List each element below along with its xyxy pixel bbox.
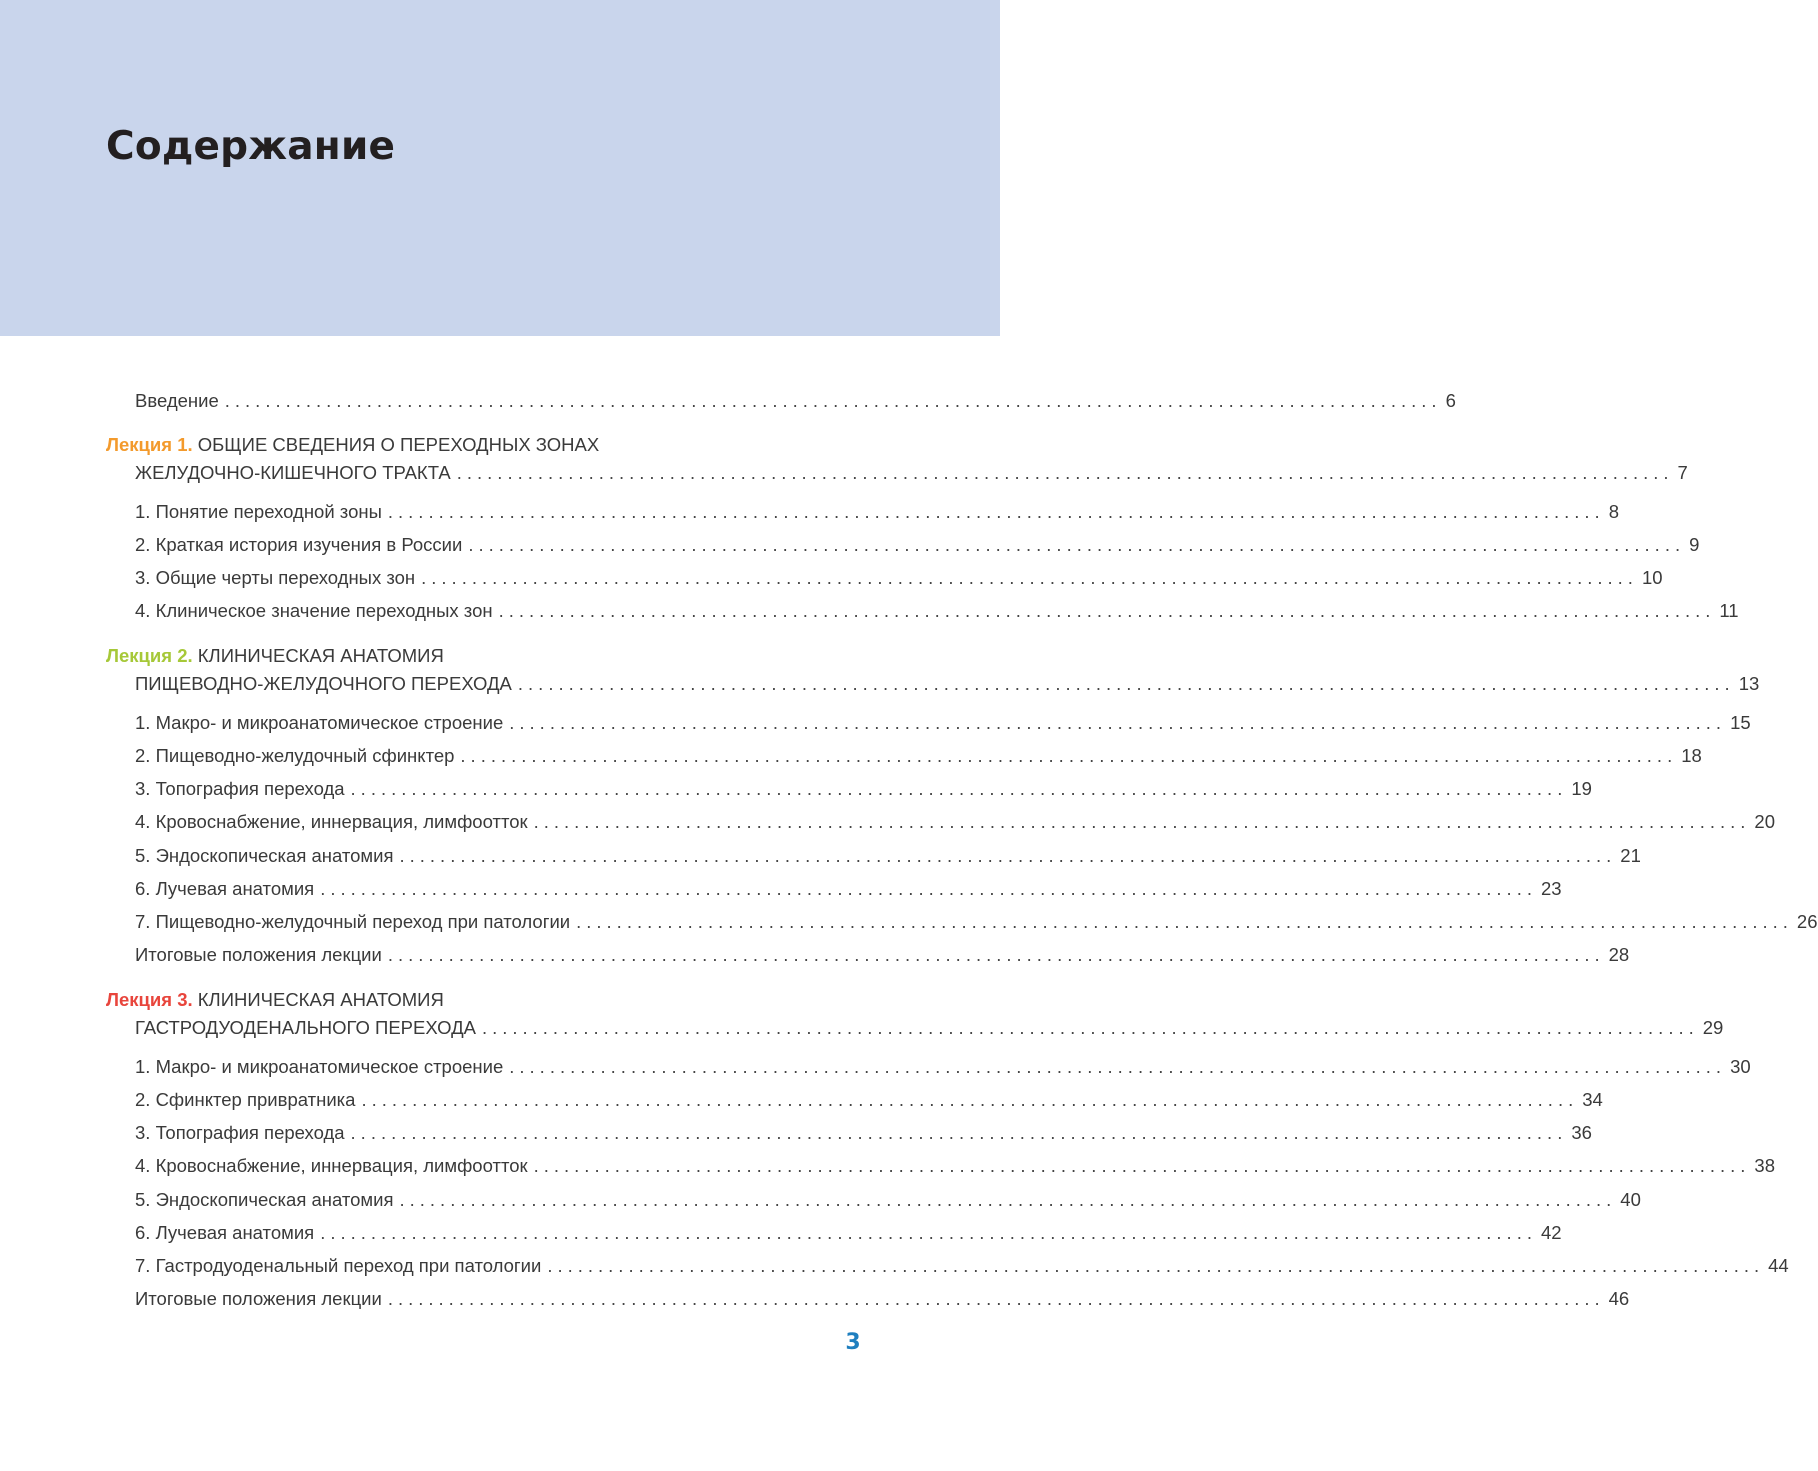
toc-entry-label: 1. Понятие переходной зоны	[135, 501, 382, 522]
toc-entry[interactable]	[135, 565, 1663, 591]
lecture-page: 13	[1738, 673, 1760, 694]
dot-leader: ........................................................................................................................	[387, 1288, 1605, 1309]
toc-entry-label: 2. Сфинктер привратника	[135, 1089, 356, 1110]
toc-entry-page: 30	[1730, 1056, 1751, 1077]
toc-entry[interactable]	[135, 1087, 1603, 1113]
lecture-title-line2: ЖЕЛУДОЧНО-КИШЕЧНОГО ТРАКТА	[135, 462, 451, 483]
toc-entry-page: 21	[1620, 845, 1641, 866]
toc-entry[interactable]	[135, 809, 1775, 835]
toc-entry-label: 6. Лучевая анатомия	[135, 1222, 315, 1243]
dot-leader: ........................................................................................................................	[361, 1089, 1579, 1110]
toc-entry-label: 5. Эндоскопическая анатомия	[135, 1189, 394, 1210]
toc-entry-page: 42	[1540, 1222, 1562, 1243]
toc-entry-label: 1. Макро- и микроанатомическое строение	[135, 712, 504, 733]
dot-leader: ........................................................................................................................	[481, 1017, 1699, 1038]
toc-entry-label: 4. Кровоснабжение, иннервация, лимфоотток	[135, 1155, 528, 1176]
toc-entry-label: 4. Клиническое значение переходных зон	[135, 600, 493, 621]
toc-entry-label: 3. Общие черты переходных зон	[135, 567, 416, 588]
lecture-number: Лекция 3.	[106, 989, 193, 1010]
toc-entry-page: 34	[1582, 1089, 1603, 1110]
lecture-page: 7	[1677, 462, 1688, 483]
dot-leader: ........................................................................................................................	[320, 1222, 1537, 1243]
toc-entry[interactable]	[135, 710, 1751, 736]
toc-entry[interactable]	[135, 598, 1739, 624]
lecture-2-heading[interactable]	[106, 643, 847, 669]
toc-entry-page: 20	[1754, 811, 1775, 832]
toc-entry-label: 3. Топография перехода	[135, 778, 345, 799]
toc-entry[interactable]	[135, 532, 1700, 558]
lecture-title-line1: КЛИНИЧЕСКАЯ АНАТОМИЯ	[197, 645, 444, 666]
toc-entry-page: 38	[1754, 1155, 1775, 1176]
dot-leader: ........................................................................................................................	[547, 1255, 1765, 1276]
toc-entry-page: 10	[1641, 567, 1663, 588]
toc-entry-page: 9	[1689, 534, 1700, 555]
lecture-title-line2: ПИЩЕВОДНО-ЖЕЛУДОЧНОГО ПЕРЕХОДА	[135, 673, 512, 694]
dot-leader: ........................................................................................................................	[387, 501, 1605, 522]
lecture-number: Лекция 1.	[106, 434, 193, 455]
page-title: Содержание	[106, 124, 396, 169]
dot-leader: ........................................................................................................................	[399, 845, 1617, 866]
toc-entry-page: 46	[1608, 1288, 1630, 1309]
lecture-3-heading[interactable]	[106, 987, 847, 1013]
toc-entry[interactable]	[135, 876, 1562, 902]
toc-entry-page: 40	[1620, 1189, 1641, 1210]
toc-entry-page: 26	[1796, 911, 1818, 932]
toc-entry-page: 6	[1445, 390, 1456, 411]
dot-leader: ........................................................................................................................	[533, 1155, 1751, 1176]
toc-entry[interactable]	[135, 776, 1592, 802]
dot-leader: ........................................................................................................................	[350, 1122, 1568, 1143]
toc-entry-page: 23	[1540, 878, 1562, 899]
lecture-1-heading[interactable]	[106, 432, 847, 458]
dot-leader: ........................................................................................................................	[460, 745, 1678, 766]
toc-entry-page: 44	[1768, 1255, 1789, 1276]
toc-entry-label: Итоговые положения лекции	[135, 1288, 382, 1309]
dot-leader: ........................................................................................................................	[399, 1189, 1617, 1210]
dot-leader: ........................................................................................................................	[468, 534, 1686, 555]
dot-leader: ........................................................................................................................	[533, 811, 1751, 832]
toc-entry-page: 15	[1730, 712, 1751, 733]
toc-entry-label: 7. Пищеводно-желудочный переход при патологии	[135, 911, 571, 932]
toc-entry-page: 19	[1571, 778, 1592, 799]
toc-entry-label: Итоговые положения лекции	[135, 944, 382, 965]
toc-entry-page: 11	[1719, 600, 1739, 621]
toc-entry-intro[interactable]	[135, 388, 1456, 414]
toc-entry-label: 6. Лучевая анатомия	[135, 878, 315, 899]
dot-leader: ........................................................................................................................	[517, 673, 1735, 694]
toc-entry[interactable]	[135, 499, 1619, 525]
toc-entry-page: 28	[1608, 944, 1630, 965]
dot-leader: ........................................................................................................................	[456, 462, 1674, 483]
toc-entry[interactable]	[135, 909, 1818, 935]
toc-entry-label: 3. Топография перехода	[135, 1122, 345, 1143]
toc-entry[interactable]	[135, 1153, 1775, 1179]
dot-leader: ........................................................................................................................	[387, 944, 1605, 965]
dot-leader: ........................................................................................................................	[509, 712, 1727, 733]
lecture-3-heading-line2[interactable]	[135, 1015, 1724, 1041]
toc-entry-page: 18	[1681, 745, 1702, 766]
lecture-number: Лекция 2.	[106, 645, 193, 666]
dot-leader: ........................................................................................................................	[576, 911, 1793, 932]
toc-entry-label: Введение	[135, 390, 219, 411]
dot-leader: ........................................................................................................................	[498, 600, 1716, 621]
toc-entry[interactable]	[135, 1286, 1630, 1312]
toc-entry-label: 5. Эндоскопическая анатомия	[135, 845, 394, 866]
toc-entry[interactable]	[135, 942, 1630, 968]
lecture-title-line1: ОБЩИЕ СВЕДЕНИЯ О ПЕРЕХОДНЫХ ЗОНАХ	[197, 434, 600, 455]
lecture-title-line1: КЛИНИЧЕСКАЯ АНАТОМИЯ	[197, 989, 444, 1010]
toc-entry-label: 2. Краткая история изучения в России	[135, 534, 463, 555]
toc-entry[interactable]	[135, 1054, 1751, 1080]
lecture-1-heading-line2[interactable]	[135, 460, 1688, 486]
dot-leader: ........................................................................................................................	[350, 778, 1568, 799]
toc-entry-label: 2. Пищеводно-желудочный сфинктер	[135, 745, 455, 766]
lecture-page: 29	[1702, 1017, 1724, 1038]
dot-leader: ........................................................................................................................	[421, 567, 1638, 588]
toc-entry-label: 1. Макро- и микроанатомическое строение	[135, 1056, 504, 1077]
dot-leader: ........................................................................................................................	[320, 878, 1537, 899]
dot-leader: ........................................................................................................................	[509, 1056, 1727, 1077]
lecture-title-line2: ГАСТРОДУОДЕНАЛЬНОГО ПЕРЕХОДА	[135, 1017, 476, 1038]
dot-leader: ........................................................................................................................	[224, 390, 1442, 411]
toc-entry[interactable]	[135, 1187, 1641, 1213]
toc-entry-page: 8	[1608, 501, 1619, 522]
toc-entry-page: 36	[1571, 1122, 1592, 1143]
toc-entry[interactable]	[135, 843, 1641, 869]
lecture-2-heading-line2[interactable]	[135, 671, 1760, 697]
toc-entry[interactable]	[135, 1253, 1789, 1279]
page-number: 3	[845, 1330, 861, 1355]
toc-entry[interactable]	[135, 1120, 1592, 1146]
toc-entry[interactable]	[135, 743, 1702, 769]
toc-entry-label: 4. Кровоснабжение, иннервация, лимфоотток	[135, 811, 528, 832]
toc-entry-label: 7. Гастродуоденальный переход при патологии	[135, 1255, 542, 1276]
toc-entry[interactable]	[135, 1220, 1562, 1246]
